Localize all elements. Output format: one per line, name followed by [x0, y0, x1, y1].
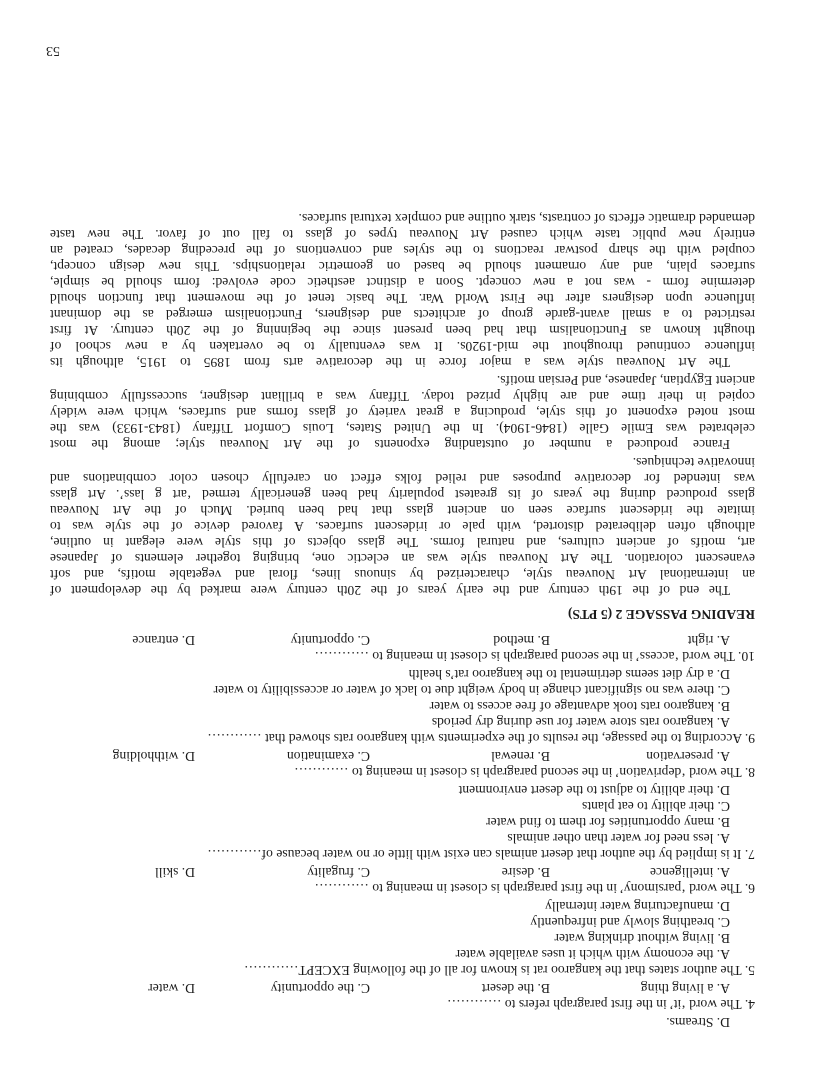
question-option: C. opportunity — [290, 633, 370, 648]
question-option: D. entrance — [132, 633, 195, 648]
question-option: C. examination — [286, 749, 370, 764]
question-option: A. right — [687, 633, 730, 648]
question-option: C. the opportunity — [270, 981, 370, 996]
question-option: A. preservation — [646, 749, 730, 764]
passage-line: celebrated was Emile Galle (1846-1904). In the United States, Louis Comfort Tiffany (1843-1933) was the — [50, 421, 755, 436]
question-option: A. the economy with which it uses available water — [455, 947, 730, 962]
question-option: A. intelligence — [649, 865, 730, 880]
question-option: D. skill — [154, 865, 195, 880]
question-option: D. a dry diet seems detrimental to the kangaroo rat’s health — [408, 667, 730, 682]
question-option: B. renewal — [491, 749, 550, 764]
question-option: B. the desert — [481, 981, 550, 996]
passage-line: influence upon designers after the First World War. The basic tenet of the movement that function should — [50, 291, 755, 306]
passage-line: The end of the 19th century and the early years of the 20th century were marked by the development of — [50, 583, 730, 598]
passage-line: surfaces plain, and any ornament should be based on geometric relationships. This new design concept, — [50, 259, 755, 274]
passage-line: glass produced during the years of its greatest popularity had been generically termed ‘art g lass’. Art glass — [50, 487, 755, 502]
passage-line: was intended for decorative purposes and relied folks effect on carefully chosen color combinations and — [50, 471, 755, 486]
question-7-stem: 7. It is implied by the author that desert animals can exist with little or no water because of………… — [207, 847, 755, 862]
page-number: 53 — [46, 43, 60, 58]
passage-line: imitate the iridescent surface seen on ancient glass that had been buried. Much of the Art Nouveau — [50, 503, 755, 518]
question-option: A. kangaroo rats store water for use during dry periods — [431, 715, 730, 730]
question-10-stem: 10. The word ‘access’ in the second paragraph is closest in meaning to ………… — [314, 649, 755, 664]
question-option: B. living without drinking water — [554, 931, 730, 946]
passage-line: most noted exponent of this style, producing a great variety of glass forms and surfaces, which were widely — [50, 405, 755, 420]
question-option: B. many opportunities for them to find water — [486, 815, 730, 830]
question-option: C. breathing slowly and infrequently — [530, 915, 730, 930]
passage-line: restricted to a small avant-garde group of architects and designers, Functionalism emerged as the dominant — [50, 307, 755, 322]
question-option: A. less need for water than other animals — [507, 831, 730, 846]
question-5-stem: 5. The author states that the kangaroo rat is known for all of the following EXCEPT………… — [244, 963, 755, 978]
question-4-options — [50, 980, 755, 996]
passage-line: demanded dramatic effects of contrasts, stark outline and complex textural surfaces. — [298, 211, 755, 226]
question-9-stem: 9. According to the passage, the results of the experiments with kangaroo rats showed that ………… — [207, 731, 755, 746]
passage-line: influence continued throughout the mid-1920s. It was eventually to be overtaken by a new school of — [50, 339, 755, 354]
question-10-options — [50, 632, 755, 648]
question-option: B. desire — [501, 865, 550, 880]
question-option: A. a living thing — [640, 981, 730, 996]
question-option: D. manufacturing water internally — [545, 899, 730, 914]
question-option: D. their ability to adjust to the desert environment — [458, 783, 730, 798]
question-option: D. water — [148, 981, 195, 996]
question-option: C. frugality — [307, 865, 370, 880]
question-4-stem: 4. The word ‘it’ in the first paragraph refers to ………… — [447, 997, 755, 1012]
question-6-stem: 6. The word ‘parsimony’ in the first paragraph is closest in meaning to ………… — [314, 881, 755, 896]
passage-line: coupled with the sharp postwar reactions to the styles and conventions of the preceding decades, created an — [50, 243, 755, 258]
passage-line: France produced a number of outstanding exponents of the Art Nouveau style; among the most — [50, 437, 730, 452]
passage-line: an international Art Nouveau style, characterized by sinuous lines, floral and vegetable motifs, and soft — [50, 567, 755, 582]
section-heading: READING PASSAGE 2 (5 PTS) — [567, 607, 755, 622]
passage-line: The Art Nouveau style was a major force in the decorative arts from 1895 to 1915, although its — [50, 355, 730, 370]
question-option: D. Streams. — [666, 1015, 730, 1030]
question-option: C. there was no significant change in body weight due to lack of water or accessibility to water — [213, 683, 730, 698]
passage-line: evanescent coloration. The Art Nouveau style was an eclectic one, bringing together elements of Japanese — [50, 551, 755, 566]
question-option: D. withholding — [112, 749, 195, 764]
question-option: B. kangaroo rats took advantage of free access to water — [429, 699, 730, 714]
passage-line: copied in their time and are highly prized today. Tiffany was a brilliant designer, successfully combining — [50, 389, 755, 404]
passage-line: ancient Egyptian, Japanese, and Persian motifs. — [496, 373, 755, 388]
question-8-options — [50, 748, 755, 764]
question-8-stem: 8. The word ‘deprivation’ in the second paragraph is closest in meaning to ………… — [294, 765, 755, 780]
passage-line: determine form - was not a new concept. Soon a distinct aesthetic code evolved: form should be simple, — [50, 275, 755, 290]
passage-line: art, motifs of ancient cultures, and natural forms. The glass objects of this style were elegant in outline, — [50, 535, 755, 550]
passage-line: entirely new public taste which caused Art Nouveau types of glass to fall out of favor. The new taste — [50, 227, 755, 242]
question-6-options — [50, 864, 755, 880]
passage-line: although often deliberated distorted, with pale or iridescent surfaces. A favored device of the style was to — [50, 519, 755, 534]
question-option: C. their ability to eat plants — [582, 799, 730, 814]
passage-line: innovative techniques. — [632, 455, 755, 470]
question-option: B. method — [493, 633, 550, 648]
passage-line: thought known as Functionalism that had been present since the beginning of the 20th century. At first — [50, 323, 755, 338]
